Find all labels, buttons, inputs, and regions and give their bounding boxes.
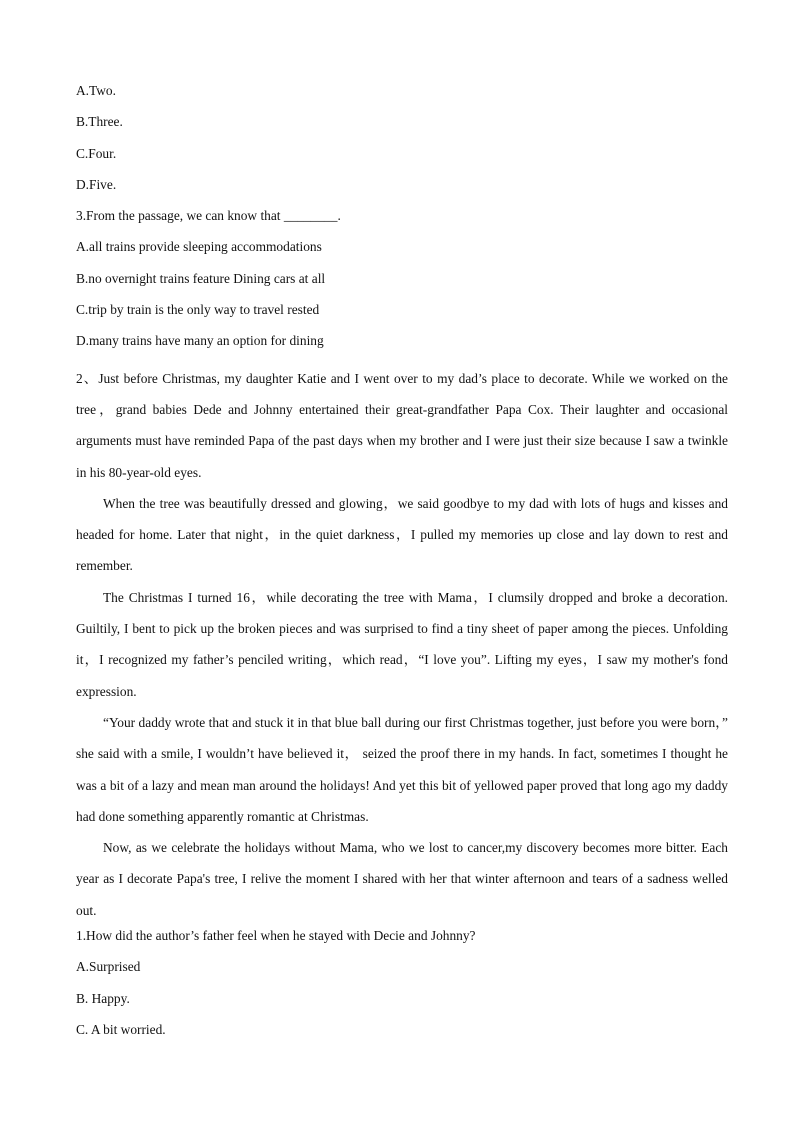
- passage-paragraph-4: “Your daddy wrote that and stuck it in that blue ball during our first Christmas together, just before you were born，” she said with a smile, I wouldn’t have believed it， seized the proof there in my hands. In fact, sometimes I thought he was a bit of a lazy and mean man around the holidays! And yet this bit of yellowed paper proved that long ago my daddy had done something apparently romantic at Christmas.: [76, 714, 728, 824]
- question-3-option-c: C.trip by train is the only way to travel rested: [76, 302, 320, 318]
- question-3-option-b: B.no overnight trains feature Dining cars at all: [76, 270, 326, 286]
- passage-paragraph-2: When the tree was beautifully dressed and glowing，we said goodbye to my dad with lots of hugs and kisses and headed for home. Later that night，in the quiet darkness，I pulled my memories up close and lay down to rest and remember.: [76, 495, 728, 574]
- passage-paragraph-1: 2、Just before Christmas, my daughter Katie and I went over to my dad’s place to decorate. While we worked on the tree，grand babies Dede and Johnny entertained their great-grandfather Papa Cox. Their laughter and occasional arguments must have reminded Papa of the past days when my brother and I were just their size because I saw a twinkle in his 80-year-old eyes.: [76, 370, 728, 480]
- passage-paragraph-3: The Christmas I turned 16，while decorating the tree with Mama，I clumsily dropped and broke a decoration. Guiltily, I bent to pick up the broken pieces and was surprised to find a tiny sheet of paper among the pieces. Unfolding it，I recognized my father’s penciled writing，which read，“I love you”. Lifting my eyes，I saw my mother's fond expression.: [76, 589, 728, 699]
- question-3-option-a: A.all trains provide sleeping accommodations: [76, 239, 322, 255]
- page-content: [76, 81, 728, 1051]
- answer-option-d: D.Five.: [76, 176, 117, 192]
- question-1: 1.How did the author’s father feel when he stayed with Decie and Johnny?: [76, 928, 476, 944]
- question-3: 3.From the passage, we can know that ________.: [76, 208, 341, 224]
- answer-option-c: C.Four.: [76, 145, 117, 161]
- passage-paragraph-5: Now, as we celebrate the holidays without Mama, who we lost to cancer,my discovery becomes more bitter. Each year as I decorate Papa's tree, I relive the moment I shared with her that winter afternoon and tears of a sadness welled out.: [76, 840, 728, 918]
- answer-option-a: A.Two.: [76, 83, 116, 98]
- question-3-option-d: D.many trains have many an option for dining: [76, 333, 324, 349]
- question-1-option-b: B. Happy.: [76, 990, 130, 1006]
- answer-option-b: B.Three.: [76, 114, 123, 130]
- question-1-option-c: C. A bit worried.: [76, 1021, 166, 1037]
- question-1-option-a: A.Surprised: [76, 959, 141, 975]
